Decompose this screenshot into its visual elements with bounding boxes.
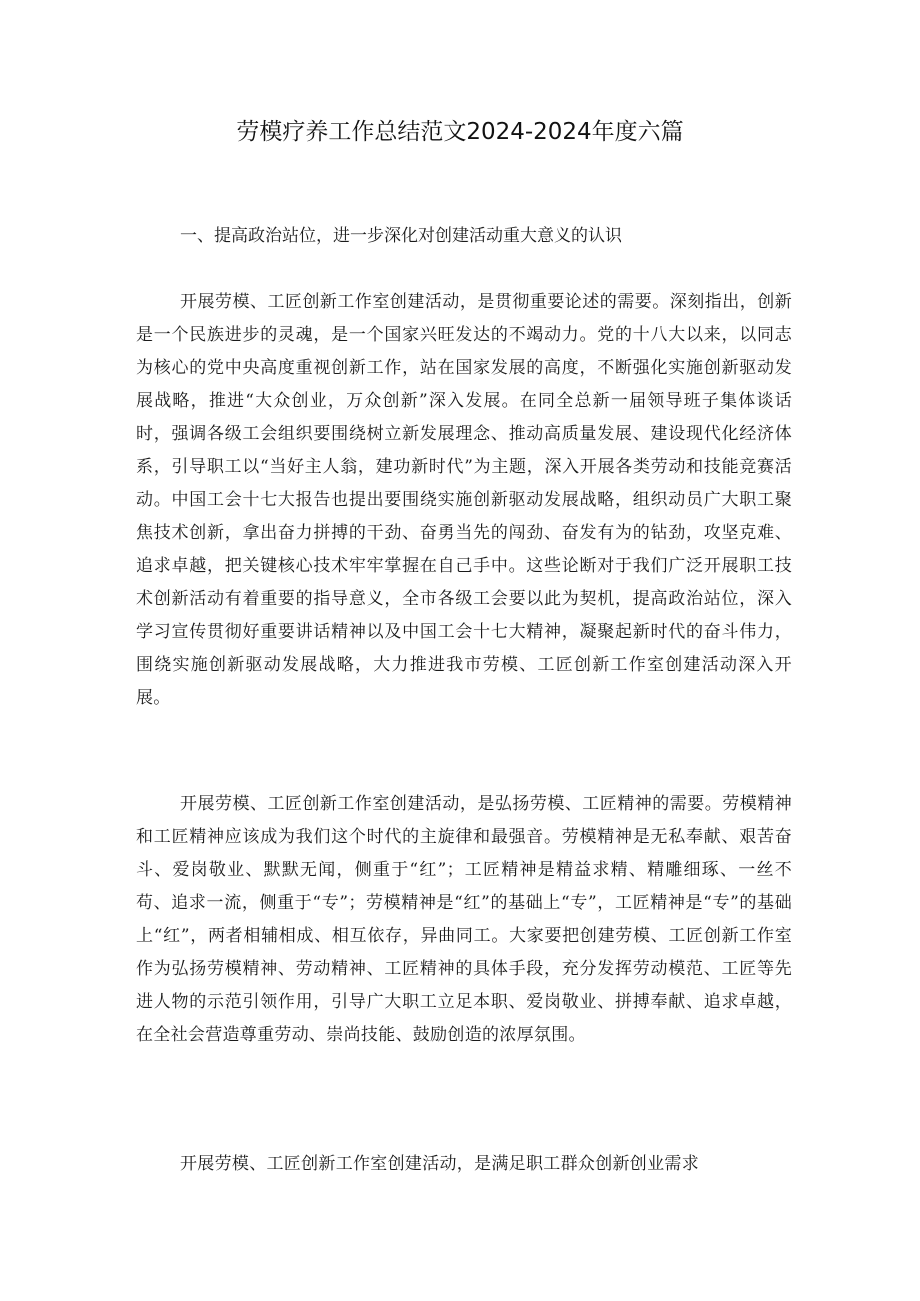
document-title: 劳模疗养工作总结范文2024-2024年度六篇 [236, 119, 684, 145]
body-paragraph-3: 开展劳模、工匠创新工作室创建活动，是满足职工群众创新创业需求 [180, 1154, 699, 1174]
body-paragraph-1: 开展劳模、工匠创新工作室创建活动，是贯彻重要论述的需要。深刻指出，创新是一个民族进步的灵魂，是一个国家兴旺发达的不竭动力。党的十八大以来，以同志为核心的党中央高度重视创新工作，站在国家发展的高度，不断强化实施创新驱动发展战略，推进“大众创业，万众创新”深入发展。在同全总新一届领导班子集体谈话时，强调各级工会组织要围绕树立新发展理念、推动高质量发展、建设现代化经济体系，引导职工以“当好主人翁，建功新时代”为主题，深入开展各类劳动和技能竞赛活动。中国工会十七大报告也提出要围绕实施创新驱动发展战略，组织动员广大职工聚焦技术创新，拿出奋力拼搏的干劲、奋勇当先的闯劲、奋发有为的钻劲，攻坚克难、追求卓越，把关键核心技术牢牢掌握在自己手中。这些论断对于我们广泛开展职工技术创新活动有着重要的指导意义，全市各级工会要以此为契机，提高政治站位，深入学习宣传贯彻好重要讲话精神以及中国工会十七大精神，凝聚起新时代的奋斗伟力，围绕实施创新驱动发展战略，大力推进我市劳模、工匠创新工作室创建活动深入开展。 [136, 292, 792, 708]
section-heading: 一、提高政治站位，进一步深化对创建活动重大意义的认识 [180, 226, 622, 246]
body-paragraph-2: 开展劳模、工匠创新工作室创建活动，是弘扬劳模、工匠精神的需要。劳模精神和工匠精神应该成为我们这个时代的主旋律和最强音。劳模精神是无私奉献、艰苦奋斗、爱岗敬业、默默无闻，侧重于“红”；工匠精神是精益求精、精雕细琢、一丝不苟、追求一流，侧重于“专”；劳模精神是“红”的基础上“专”，工匠精神是“专”的基础上“红”，两者相辅相成、相互依存，异曲同工。大家要把创建劳模、工匠创新工作室作为弘扬劳模精神、劳动精神、工匠精神的具体手段，充分发挥劳动模范、工匠等先进人物的示范引领作用，引导广大职工立足本职、爱岗敬业、拼搏奉献、追求卓越，在全社会营造尊重劳动、崇尚技能、鼓励创造的浓厚氛围。 [136, 794, 792, 1045]
